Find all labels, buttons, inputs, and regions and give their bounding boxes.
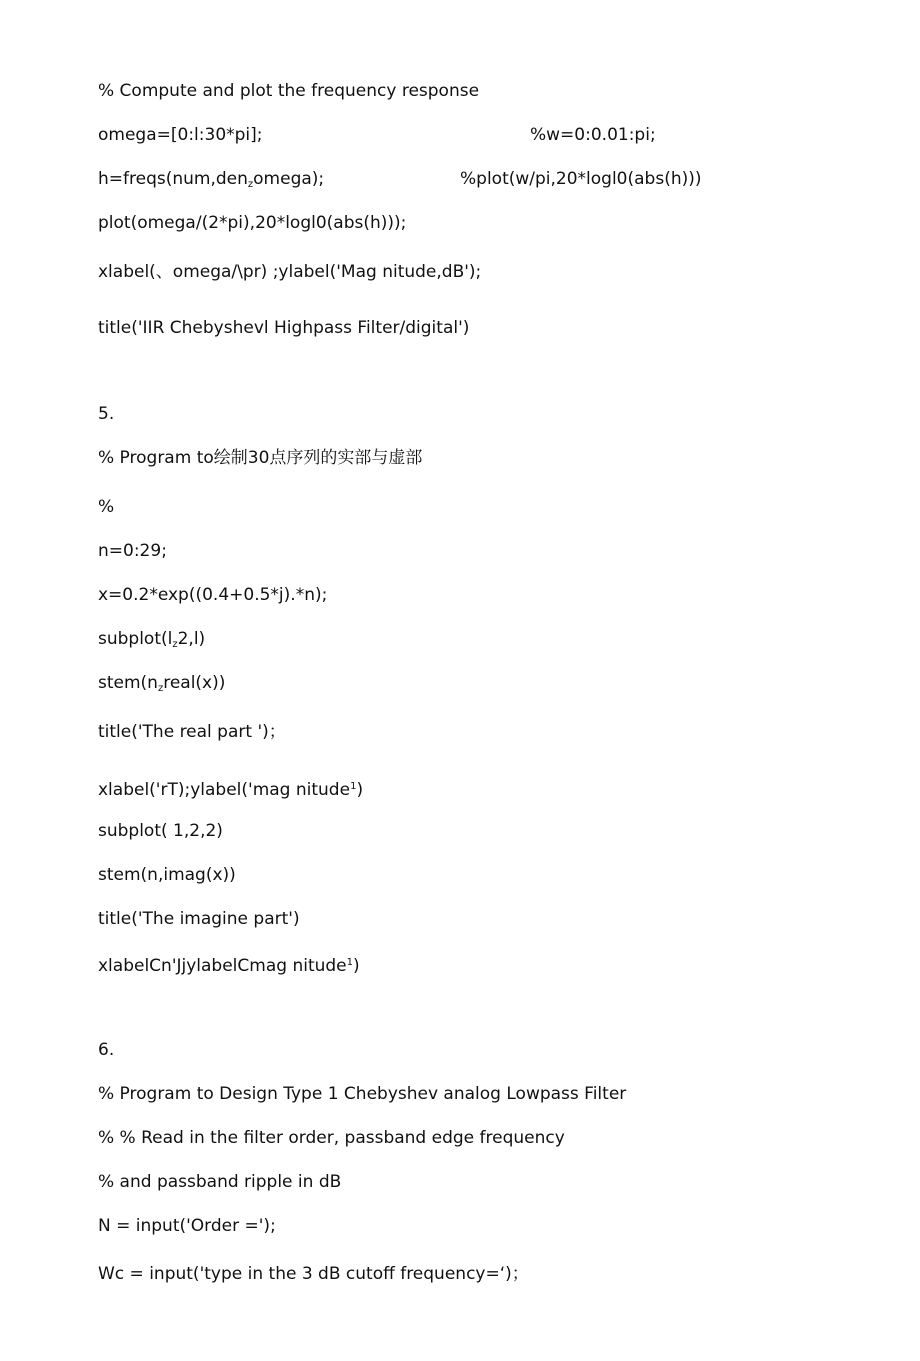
code-line [98, 168, 324, 196]
code-line: % % Read in the filter order, passband edge frequency [98, 1128, 565, 1148]
code-line: title('IIR Chebyshevl Highpass Filter/digital') [98, 318, 470, 338]
section-number: 6. [98, 1040, 115, 1060]
code-line: % Program to Design Type 1 Chebyshev analog Lowpass Filter [98, 1084, 627, 1104]
code-superscript: 1 [350, 781, 357, 792]
code-fragment: xlabel('rT);ylabel('mag nitude [98, 780, 351, 800]
code-fragment: real(x)) [163, 673, 226, 693]
code-subscript: z [172, 639, 178, 650]
code-line: % Compute and plot the frequency response [98, 81, 480, 101]
code-line [98, 628, 205, 656]
code-fragment: subplot(l [98, 629, 173, 649]
code-line [98, 952, 360, 977]
code-line: plot(omega/(2*pi),20*logl0(abs(h))); [98, 213, 407, 233]
code-line: % Program to绘制30点序列的实部与虚部 [98, 448, 423, 468]
code-line: N = input('Order ='); [98, 1216, 276, 1236]
code-fragment: ) [356, 780, 364, 800]
code-line: Wc = input('type in the 3 dB cutoff frequency=‘)； [98, 1264, 529, 1284]
code-line: n=0:29; [98, 541, 167, 561]
code-line: xlabel(、omega/\pr) ;ylabel('Mag nitude,dB'); [98, 262, 482, 282]
code-fragment: omega); [253, 169, 325, 189]
code-fragment: xlabelCn'JjylabelCmag nitude [98, 956, 347, 976]
code-fragment: 2,l) [177, 629, 206, 649]
code-fragment: ) [353, 956, 360, 976]
code-superscript: 1 [346, 957, 354, 968]
code-line: omega=[0:l:30*pi]; [98, 125, 263, 145]
code-line [98, 776, 363, 801]
code-line [98, 672, 225, 700]
code-line: subplot( 1,2,2) [98, 821, 223, 841]
code-subscript: z [157, 683, 164, 694]
code-line: x=0.2*exp((0.4+0.5*j).*n); [98, 585, 328, 605]
code-subscript: z [247, 179, 254, 190]
section-number: 5. [98, 404, 115, 424]
code-line: stem(n,imag(x)) [98, 865, 236, 885]
code-fragment: stem(n [98, 673, 158, 693]
code-line: title('The imagine part') [98, 909, 300, 929]
code-line: title('The real part ')； [98, 722, 286, 742]
code-line: % and passband ripple in dB [98, 1172, 342, 1192]
code-line: % [98, 497, 115, 517]
code-comment: %w=0:0.01:pi; [530, 125, 656, 145]
code-comment: %plot(w/pi,20*logl0(abs(h))) [460, 169, 702, 189]
code-fragment: h=freqs(num,den [98, 169, 248, 189]
